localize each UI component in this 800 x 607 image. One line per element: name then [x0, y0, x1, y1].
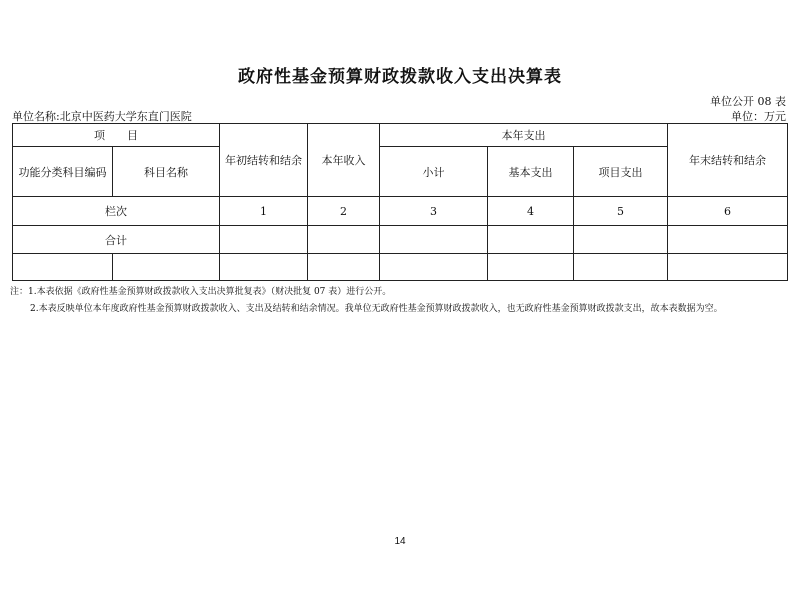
column-number-5: 5 [574, 197, 668, 226]
empty-cell [13, 254, 113, 281]
total-cell [488, 226, 574, 254]
header-begin-balance: 年初结转和结余 [220, 124, 308, 197]
header-row-1 [13, 124, 788, 147]
empty-cell [574, 254, 668, 281]
form-number: 单位公开 08 表 [710, 95, 786, 108]
header-subtotal: 小计 [380, 147, 488, 197]
empty-cell [113, 254, 220, 281]
total-cell [668, 226, 788, 254]
empty-cell [380, 254, 488, 281]
empty-cell [488, 254, 574, 281]
header-item: 项 目 [13, 124, 220, 147]
column-number-row [13, 197, 788, 226]
page-number: 14 [394, 536, 406, 547]
header-expense-group: 本年支出 [380, 124, 668, 147]
note-line-1: 注：1.本表依据《政府性基金预算财政拨款收入支出决算批复表》（财决批复 07 表）进行公开。 [10, 287, 392, 297]
empty-cell [668, 254, 788, 281]
total-label: 合计 [13, 226, 220, 254]
header-func-code: 功能分类科目编码 [13, 147, 113, 197]
total-cell [574, 226, 668, 254]
money-unit: 单位：万元 [731, 110, 786, 123]
empty-cell [220, 254, 308, 281]
unit-name: 单位名称:北京中医药大学东直门医院 [12, 110, 192, 123]
column-number-label: 栏次 [13, 197, 220, 226]
document-title: 政府性基金预算财政拨款收入支出决算表 [238, 67, 562, 87]
column-number-1: 1 [220, 197, 308, 226]
notes [10, 284, 723, 318]
empty-row [13, 254, 788, 281]
column-number-4: 4 [488, 197, 574, 226]
note-line-2: 2.本表反映单位本年度政府性基金预算财政拨款收入、支出及结转和结余情况。我单位无政府性基金预算财政拨款收入，也无政府性基金预算财政拨款支出，故本表数据为空。 [30, 304, 723, 314]
header-basic-expense: 基本支出 [488, 147, 574, 197]
column-number-6: 6 [668, 197, 788, 226]
total-cell [380, 226, 488, 254]
header-end-balance: 年末结转和结余 [668, 124, 788, 197]
total-cell [220, 226, 308, 254]
budget-table [12, 123, 788, 281]
header-subject-name: 科目名称 [113, 147, 220, 197]
total-cell [308, 226, 380, 254]
column-number-3: 3 [380, 197, 488, 226]
header-project-expense: 项目支出 [574, 147, 668, 197]
total-row [13, 226, 788, 254]
empty-cell [308, 254, 380, 281]
column-number-2: 2 [308, 197, 380, 226]
header-income: 本年收入 [308, 124, 380, 197]
